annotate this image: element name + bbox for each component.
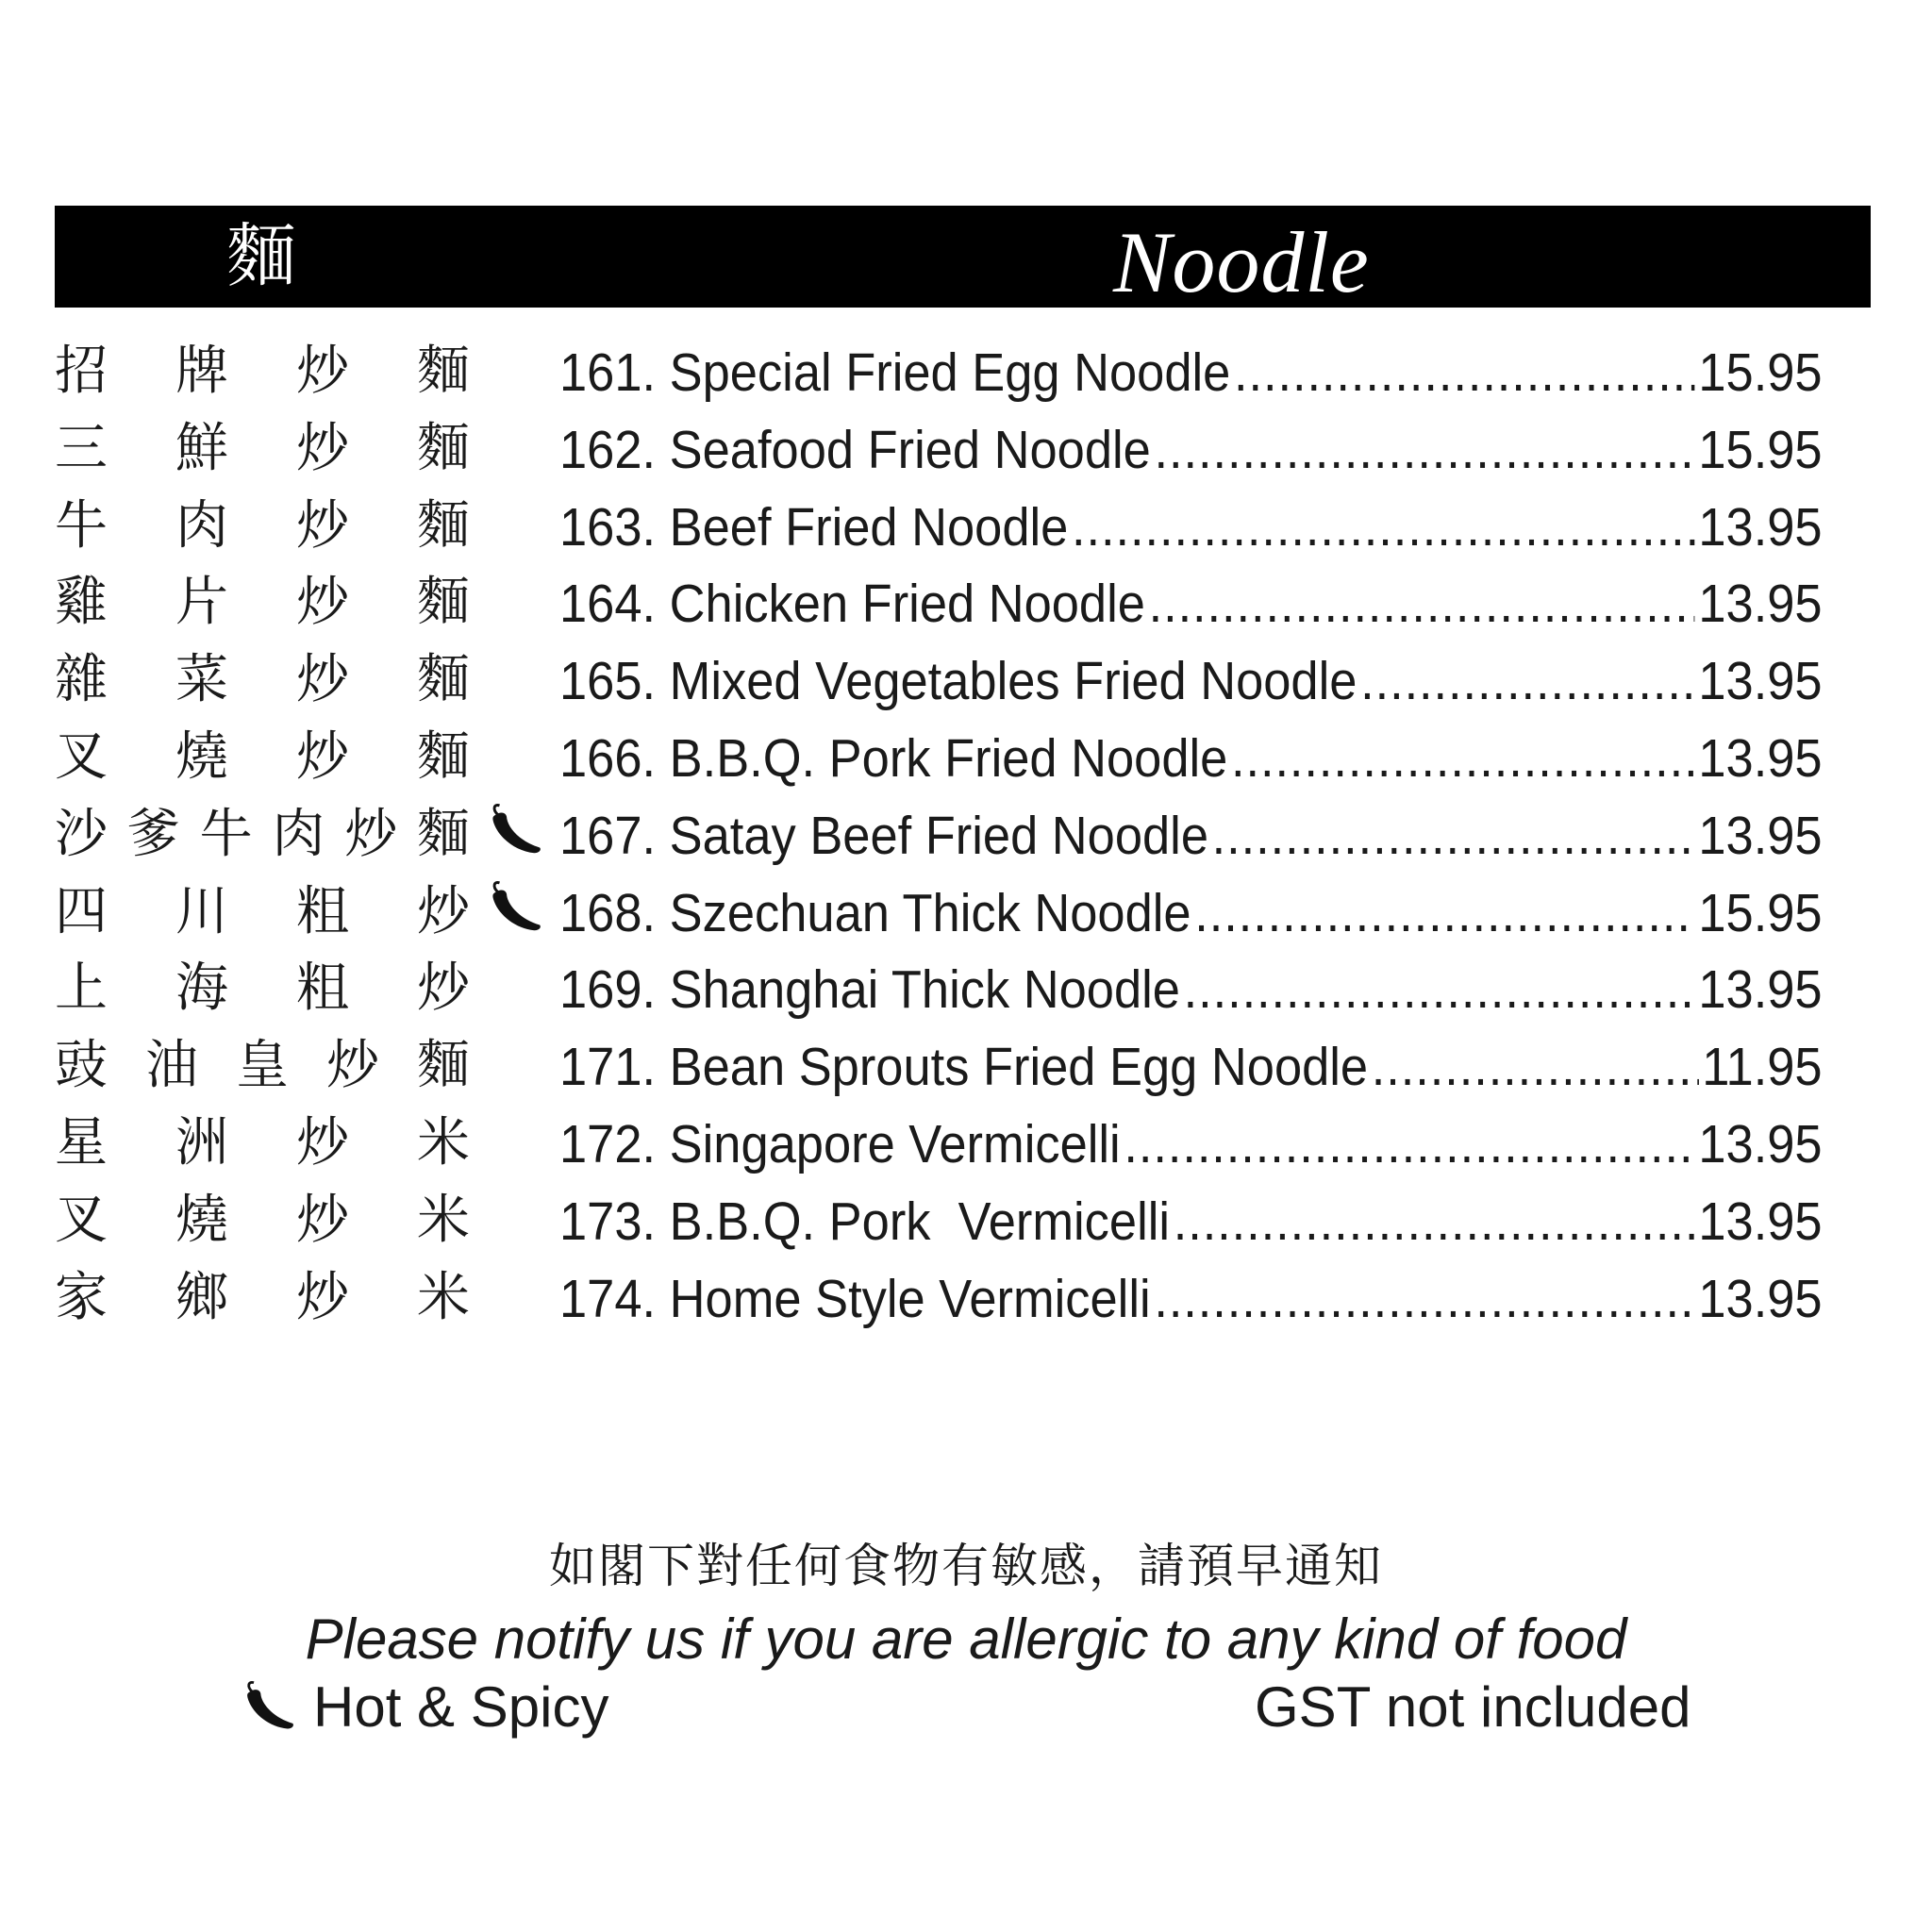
menu-item-number: 173. — [559, 1191, 657, 1252]
menu-item-zh-char: 炒 — [296, 725, 349, 788]
menu-item-name-zh — [55, 416, 470, 482]
menu-item-zh-char: 米 — [417, 1189, 470, 1251]
menu-item — [55, 875, 1885, 953]
dot-leader — [1155, 412, 1695, 488]
menu-item-zh-char: 四 — [55, 880, 108, 942]
menu-item-price: 15.95 — [1698, 419, 1823, 480]
menu-item-line-en — [559, 952, 1823, 1027]
menu-item-zh-char: 豉 — [55, 1035, 108, 1097]
menu-item-name-zh — [55, 493, 470, 559]
dot-leader — [1360, 643, 1695, 719]
menu-item-name-en: Satay Beef Fried Noodle — [669, 805, 1209, 866]
menu-item-number: 168. — [559, 882, 657, 943]
menu-item — [55, 952, 1885, 1029]
menu-item-zh-char: 星 — [55, 1111, 108, 1174]
menu-item-name-en: B.B.Q. Pork Vermicelli — [669, 1191, 1171, 1252]
menu-item-price: 15.95 — [1698, 342, 1823, 403]
menu-item-price: 13.95 — [1698, 805, 1823, 866]
menu-item — [55, 335, 1885, 412]
menu-item-name-en: Bean Sprouts Fried Egg Noodle — [669, 1037, 1369, 1098]
menu-item-zh-char: 肉 — [175, 494, 228, 557]
section-title-en: Noodle — [1113, 214, 1370, 310]
menu-item — [55, 1029, 1885, 1107]
menu-item-zh-char: 炒 — [296, 341, 349, 402]
menu-item-zh-char: 米 — [417, 1111, 470, 1174]
dot-leader — [1124, 1107, 1694, 1182]
menu-item-number: 167. — [559, 805, 657, 866]
menu-item-zh-char: 牛 — [199, 803, 253, 865]
menu-item-zh-char: 菜 — [175, 649, 228, 711]
menu-item-name-zh — [55, 1033, 470, 1099]
chili-pepper-icon — [240, 1679, 296, 1736]
menu-item-zh-char: 片 — [175, 572, 228, 634]
menu-item-name-en: Special Fried Egg Noodle — [669, 342, 1231, 403]
menu-item-number: 172. — [559, 1113, 657, 1174]
menu-item-line-en — [559, 566, 1823, 641]
menu-item-zh-char: 上 — [55, 958, 108, 1020]
menu-item-zh-char: 叉 — [55, 1189, 108, 1251]
menu-item-line-en — [559, 1107, 1823, 1182]
menu-item-number: 171. — [559, 1037, 657, 1098]
menu-item-name-zh — [55, 570, 470, 636]
allergy-notice-en: Please notify us if you are allergic to any kind of food — [305, 1607, 1627, 1671]
menu-item-zh-char: 牌 — [175, 341, 228, 402]
menu-item-zh-char: 麵 — [417, 649, 470, 711]
dot-leader — [1212, 798, 1695, 874]
menu-item-name-zh — [55, 339, 470, 405]
dot-leader — [1174, 1184, 1695, 1259]
menu-item-zh-char: 皇 — [236, 1035, 289, 1097]
menu-item-zh-char: 炒 — [296, 1266, 349, 1328]
menu-item-name-en: Chicken Fried Noodle — [669, 574, 1145, 635]
menu-item-zh-char: 炒 — [296, 649, 349, 711]
menu-item-number: 163. — [559, 496, 657, 558]
menu-item-price: 13.95 — [1698, 959, 1823, 1021]
menu-item-price: 13.95 — [1698, 651, 1823, 712]
menu-item-zh-char: 粗 — [296, 958, 349, 1020]
menu-item-line-en — [559, 1184, 1823, 1259]
menu-item-zh-char: 家 — [55, 1266, 108, 1328]
menu-item-number: 162. — [559, 419, 657, 480]
menu-item-zh-char: 川 — [175, 880, 228, 942]
menu-item-name-zh — [55, 724, 470, 791]
menu-item-name-zh — [55, 1265, 470, 1331]
dot-leader — [1372, 1029, 1699, 1105]
dot-leader — [1154, 1261, 1694, 1337]
dot-leader — [1231, 721, 1695, 796]
chili-pepper-icon — [484, 802, 544, 860]
menu-item-name-zh — [55, 1188, 470, 1254]
menu-item-zh-char: 招 — [55, 341, 108, 402]
menu-item-zh-char: 鮮 — [175, 417, 228, 479]
menu-item-name-en: Shanghai Thick Noodle — [669, 959, 1180, 1021]
menu-item-name-en: Szechuan Thick Noodle — [669, 882, 1191, 943]
menu-item-zh-char: 麵 — [416, 803, 470, 865]
menu-item-zh-char: 炒 — [296, 1189, 349, 1251]
menu-item-price: 15.95 — [1698, 882, 1823, 943]
dot-leader — [1234, 335, 1695, 410]
dot-leader — [1072, 490, 1695, 565]
menu-item-zh-char: 粗 — [296, 880, 349, 942]
menu-item-zh-char: 油 — [145, 1035, 198, 1097]
menu-item-zh-char: 炒 — [296, 572, 349, 634]
menu-item — [55, 566, 1885, 643]
menu-item — [55, 1107, 1885, 1184]
menu-item-zh-char: 三 — [55, 417, 108, 479]
menu-item-zh-char: 麵 — [417, 417, 470, 479]
chili-pepper-icon — [484, 879, 544, 938]
section-title-zh: 麵 — [226, 216, 296, 297]
menu-item-zh-char: 燒 — [175, 725, 228, 788]
menu-item-zh-char: 炒 — [417, 880, 470, 942]
menu-item-line-en — [559, 1029, 1823, 1105]
menu-item-zh-char: 洲 — [175, 1111, 228, 1174]
menu-item-zh-char: 炒 — [296, 417, 349, 479]
menu-item-name-zh — [55, 647, 470, 713]
menu-item-line-en — [559, 643, 1823, 719]
menu-item-name-en: B.B.Q. Pork Fried Noodle — [669, 727, 1228, 789]
menu-item-line-en — [559, 875, 1823, 951]
menu-item-name-en: Home Style Vermicelli — [669, 1268, 1151, 1329]
menu-item — [55, 798, 1885, 875]
menu-item-price: 13.95 — [1698, 727, 1823, 789]
menu-item-zh-char: 叉 — [55, 725, 108, 788]
menu-item-zh-char: 雜 — [55, 649, 108, 711]
menu-item-price: 13.95 — [1698, 1113, 1823, 1174]
menu-item-name-en: Seafood Fried Noodle — [669, 419, 1151, 480]
menu-item-number: 165. — [559, 651, 657, 712]
menu-item-zh-char: 牛 — [55, 494, 108, 557]
allergy-notice-zh: 如閣下對任何食物有敏感，請預早通知 — [549, 1539, 1383, 1593]
menu-item-zh-char: 炒 — [417, 958, 470, 1020]
menu-item-price: 13.95 — [1698, 574, 1823, 635]
menu-list — [55, 335, 1885, 1338]
menu-item — [55, 721, 1885, 798]
dot-leader — [1149, 566, 1695, 641]
menu-item-name-zh — [55, 956, 470, 1022]
menu-item-price: 13.95 — [1698, 1191, 1823, 1252]
menu-item-price: 13.95 — [1698, 496, 1823, 558]
menu-item-line-en — [559, 721, 1823, 796]
menu-item — [55, 1261, 1885, 1339]
menu-item — [55, 1184, 1885, 1261]
dot-leader — [1194, 875, 1694, 951]
menu-item-name-en: Beef Fried Noodle — [669, 496, 1069, 558]
menu-item-price: 11.95 — [1702, 1037, 1823, 1098]
menu-item — [55, 412, 1885, 490]
section-header — [55, 206, 1871, 308]
menu-item-zh-char: 麵 — [417, 494, 470, 557]
menu-item-zh-char: 沙 — [55, 803, 108, 865]
menu-item-number: 164. — [559, 574, 657, 635]
menu-item — [55, 490, 1885, 567]
dot-leader — [1184, 952, 1695, 1027]
menu-item-zh-char: 炒 — [296, 494, 349, 557]
menu-item-zh-char: 麵 — [417, 1035, 470, 1097]
menu-item-name-en: Singapore Vermicelli — [669, 1113, 1121, 1174]
gst-note: GST not included — [1255, 1675, 1691, 1739]
menu-item-zh-char: 炒 — [344, 803, 398, 865]
menu-item-zh-char: 燒 — [175, 1189, 228, 1251]
spicy-legend-label: Hot & Spicy — [313, 1675, 609, 1739]
menu-item-line-en — [559, 335, 1823, 410]
menu-item-zh-char: 麵 — [417, 341, 470, 402]
menu-item-line-en — [559, 1261, 1823, 1337]
menu-item-zh-char: 炒 — [296, 1111, 349, 1174]
menu-item-line-en — [559, 412, 1823, 488]
menu-item-name-zh — [55, 1110, 470, 1176]
menu-item-line-en — [559, 490, 1823, 565]
menu-item-zh-char: 爹 — [126, 803, 180, 865]
menu-item-number: 161. — [559, 342, 657, 403]
menu-item-zh-char: 鄉 — [175, 1266, 228, 1328]
menu-item-line-en — [559, 798, 1823, 874]
menu-item-zh-char: 肉 — [272, 803, 325, 865]
menu-item-zh-char: 米 — [417, 1266, 470, 1328]
menu-item — [55, 643, 1885, 721]
menu-item-zh-char: 海 — [175, 958, 228, 1020]
menu-item-number: 174. — [559, 1268, 657, 1329]
menu-item-zh-char: 麵 — [417, 725, 470, 788]
menu-item-name-en: Mixed Vegetables Fried Noodle — [669, 651, 1357, 712]
menu-item-zh-char: 麵 — [417, 572, 470, 634]
menu-item-name-zh — [55, 879, 470, 945]
menu-item-number: 169. — [559, 959, 657, 1021]
menu-item-number: 166. — [559, 727, 657, 789]
menu-item-name-zh — [55, 802, 470, 868]
menu-item-zh-char: 炒 — [326, 1035, 379, 1097]
menu-item-price: 13.95 — [1698, 1268, 1823, 1329]
menu-item-zh-char: 雞 — [55, 572, 108, 634]
spicy-legend — [240, 1672, 608, 1743]
